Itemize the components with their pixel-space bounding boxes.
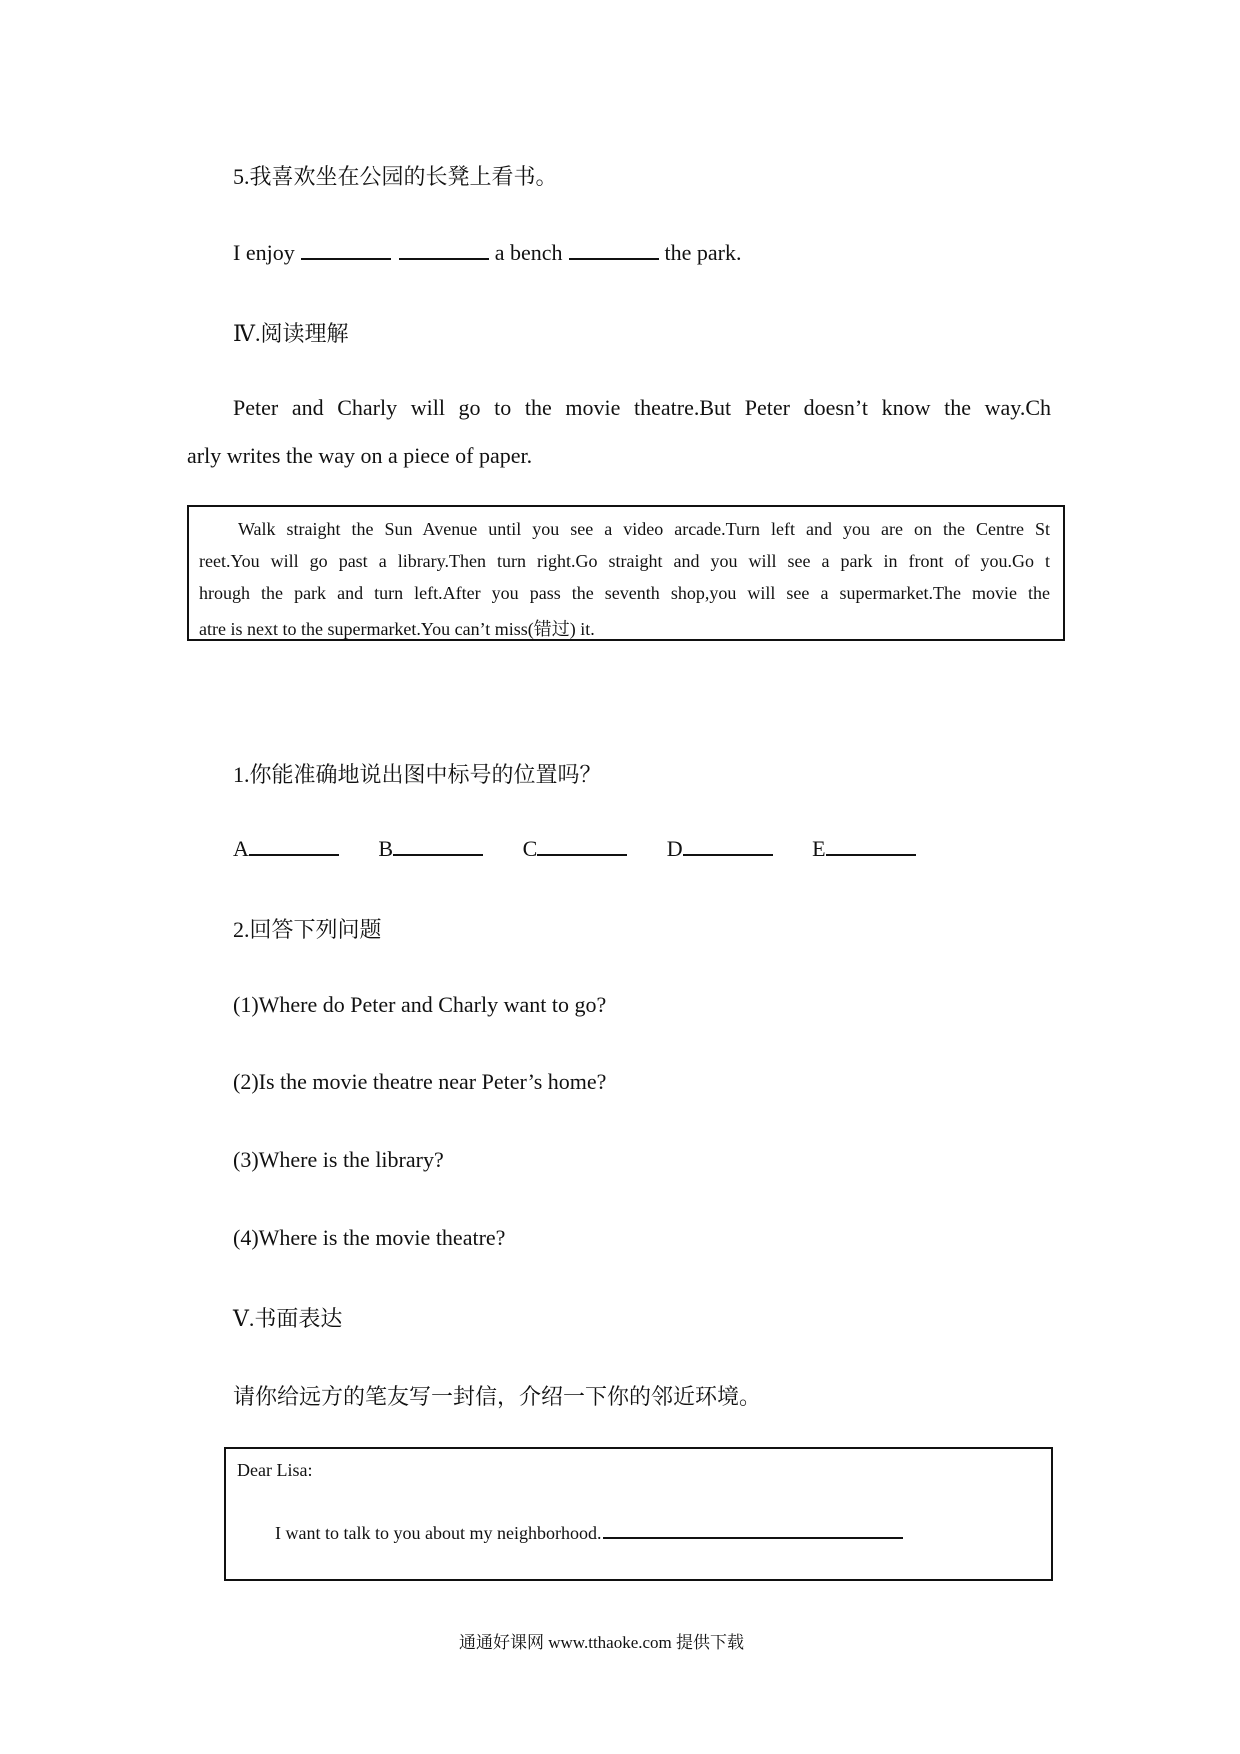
q5-english: [233, 240, 741, 266]
directions-note-box: [187, 505, 1065, 641]
letter-writing-blank[interactable]: [603, 1536, 903, 1539]
note-line: Walk straight the Sun Avenue until you see a video arcade.Turn left and you are on the Centre St: [238, 519, 1050, 539]
label-a: A: [233, 836, 249, 861]
question-1: 1.你能准确地说出图中标号的位置吗？: [233, 762, 602, 787]
note-line: hrough the park and turn left.After you pass the seventh shop,you will see a supermarket.The movie the: [199, 583, 1050, 603]
page-footer: 通通好课网 www.tthaoke.com 提供下载: [459, 1633, 745, 1652]
question-2-item-1: (1)Where do Peter and Charly want to go?: [233, 992, 607, 1017]
question-2: 2.回答下列问题: [233, 917, 382, 942]
answer-blank[interactable]: [399, 257, 489, 260]
answer-blank[interactable]: [569, 257, 659, 260]
q5-english-part2: a bench: [494, 240, 563, 265]
question-2-item-4: (4)Where is the movie theatre?: [233, 1225, 506, 1250]
note-line: reet.You will go past a library.Then turn right.Go straight and you will see a park in front of you.Go t: [199, 551, 1050, 571]
question-2-item-2: (2)Is the movie theatre near Peter’s home?: [233, 1069, 607, 1094]
answer-blank-c[interactable]: [537, 853, 627, 856]
label-d: D: [666, 836, 683, 861]
letter-opening-text: I want to talk to you about my neighborhood.: [275, 1523, 602, 1543]
letter-box: [224, 1447, 1053, 1581]
reading-intro-line-1: Peter and Charly will go to the movie theatre.But Peter doesn’t know the way.Ch: [233, 395, 1051, 420]
letter-greeting: Dear Lisa:: [237, 1460, 313, 1480]
question-2-item-3: (3)Where is the library?: [233, 1147, 444, 1172]
answer-blank-a[interactable]: [249, 853, 339, 856]
label-c: C: [522, 836, 538, 861]
answer-blank[interactable]: [301, 257, 391, 260]
section-v-title: Ⅴ.书面表达: [233, 1306, 343, 1331]
note-line: atre is next to the supermarket.You can’t miss(错过) it.: [199, 619, 595, 639]
q5-english-part1: I enjoy: [233, 240, 295, 265]
position-answers-row: [233, 836, 922, 862]
letter-opening: [275, 1523, 909, 1544]
answer-blank-e[interactable]: [826, 853, 916, 856]
q5-english-part3: the park.: [664, 240, 742, 265]
answer-blank-b[interactable]: [393, 853, 483, 856]
reading-intro-line-2: arly writes the way on a piece of paper.: [187, 443, 533, 468]
q5-chinese: 5.我喜欢坐在公园的长凳上看书。: [233, 164, 558, 189]
section-iv-title: Ⅳ.阅读理解: [233, 321, 349, 346]
label-e: E: [812, 836, 826, 861]
answer-blank-d[interactable]: [683, 853, 773, 856]
writing-prompt: 请你给远方的笔友写一封信，介绍一下你的邻近环境。: [233, 1384, 762, 1409]
label-b: B: [378, 836, 394, 861]
